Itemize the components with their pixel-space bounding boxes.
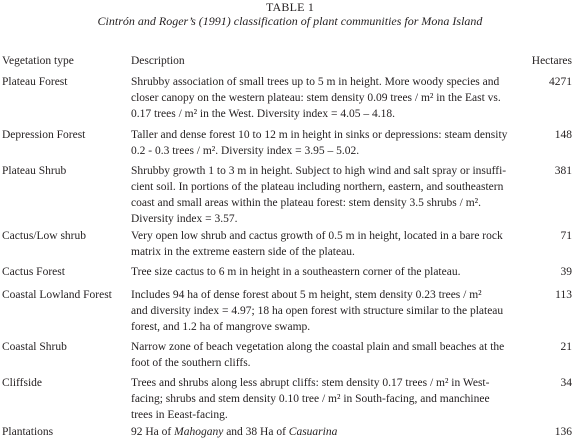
description-line: closer canopy on the western plateau: stem density 0.09 trees / m² in the East vs. [131,92,501,104]
description-line: Narrow zone of beach vegetation along the coastal plain and small beaches at the [131,341,505,353]
description-line: 0.17 trees / m² in the West. Diversity index = 4.05 – 4.18. [131,108,396,120]
description-cell [131,339,521,371]
description-line: facing; shrubs and stem density 0.10 tree / m² in South-facing, and manchinee [131,393,490,405]
description-line: matrix in the extreme eastern side of the plateau. [131,246,355,258]
header-hectares: Hectares [531,55,572,67]
description-line: Shrubby growth 1 to 3 m in height. Subject to high wind and salt spray or insuffi- [131,165,507,177]
vegetation-type-cell: Cactus/Low shrub [2,230,87,242]
description-line: Trees and shrubs along less abrupt cliffs: stem density 0.17 trees / m² in West- [131,377,490,389]
hectares-cell: 148 [554,129,572,141]
hectares-cell: 71 [560,230,572,242]
hectares-cell: 39 [560,266,572,278]
vegetation-type-cell: Coastal Lowland Forest [2,289,112,301]
hectares-cell: 136 [554,426,572,438]
description-cell [131,163,521,227]
species-name: Mahogany [174,426,224,438]
header-vegetation-type: Vegetation type [2,55,74,67]
description-line: forest, and 1.2 ha of mangrove swamp. [131,321,311,333]
description-line: and diversity index = 4.97; 18 ha open forest with structure similar to the plateau [131,305,504,317]
table-subtitle: Cintrón and Roger’s (1991) classification of plant communities for Mona Island [97,14,483,28]
hectares-cell: 4271 [549,76,572,88]
description-line: cient soil. In portions of the plateau including northern, eastern, and southeastern [131,181,504,193]
description-line: trees in Eeast-facing. [131,409,228,421]
description-cell [131,287,521,335]
description-cell [131,264,521,280]
vegetation-type-cell: Cactus Forest [2,266,65,278]
species-name: Casuarina [288,426,338,438]
description-line: Includes 94 ha of dense forest about 5 m height, stem density 0.23 trees / m² [131,289,482,301]
description-line: foot of the southern cliffs. [131,357,251,369]
description-cell [131,127,521,159]
hectares-cell: 381 [554,165,572,177]
vegetation-type-cell: Plateau Shrub [2,165,67,177]
hectares-cell: 21 [560,341,572,353]
header-description: Description [131,55,185,67]
description-text: and 38 Ha of [223,426,289,438]
table-title: TABLE 1 [265,0,315,14]
description-line: Taller and dense forest 10 to 12 m in height in sinks or depressions: steam density [131,129,508,141]
description-line: Shrubby association of small trees up to 5 m in height. More woody species and [131,76,500,88]
description-line [131,424,521,440]
description-line: coast and small areas within the plateau forest: stem density 3.5 shrubs / m². [131,197,481,209]
vegetation-type-cell: Plateau Forest [2,76,68,88]
vegetation-type-cell: Plantations [2,426,54,438]
description-line: Very open low shrub and cactus growth of 0.5 m in height, located in a bare rock [131,230,503,242]
description-text: 92 Ha of [131,426,175,438]
vegetation-type-cell: Cliffside [2,377,43,389]
description-line: Tree size cactus to 6 m in height in a southeastern corner of the plateau. [131,266,461,278]
hectares-cell: 34 [560,377,572,389]
description-line: 0.2 - 0.3 trees / m². Diversity index = 3.95 – 5.02. [131,145,360,157]
description-cell [131,375,521,423]
description-cell [131,74,521,122]
description-cell [131,228,521,260]
description-line: Diversity index = 3.57. [131,213,238,225]
description-cell [131,424,521,440]
vegetation-type-cell: Coastal Shrub [2,341,67,353]
hectares-cell: 113 [555,289,572,301]
vegetation-type-cell: Depression Forest [2,129,86,141]
table-header-row [0,55,580,69]
